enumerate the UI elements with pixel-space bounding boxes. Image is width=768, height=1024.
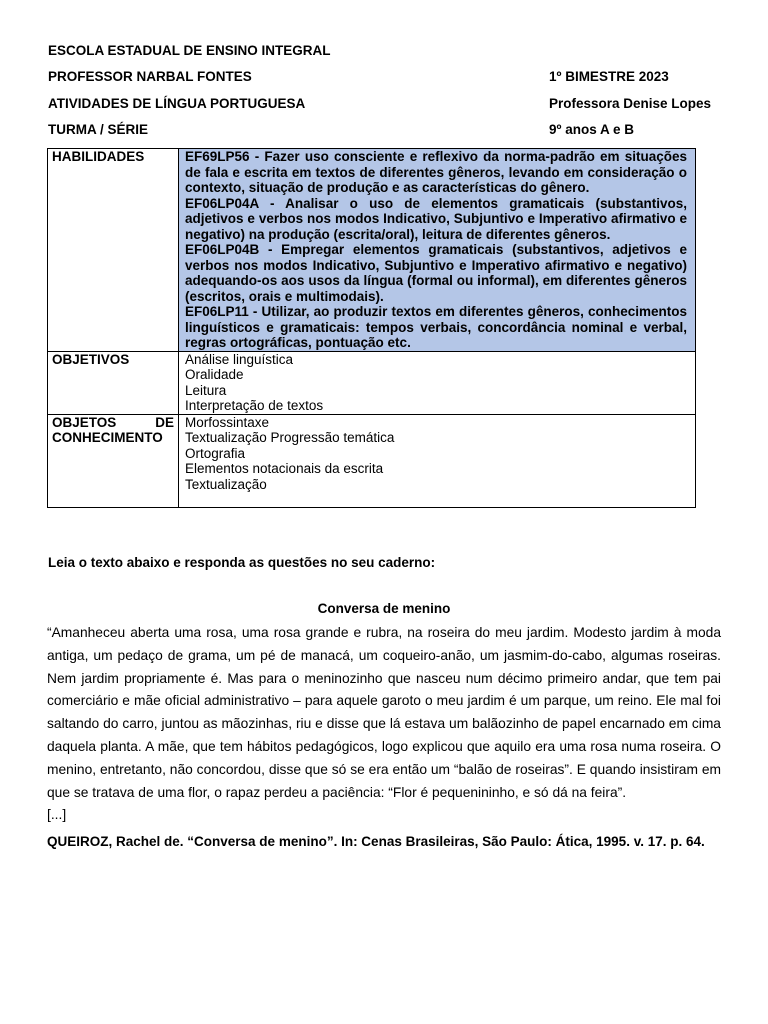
objective-item: Análise linguística <box>185 351 294 367</box>
habilidades-label: HABILIDADES <box>48 149 179 352</box>
knowledge-item: Textualização Progressão temática <box>185 430 395 445</box>
habilidades-row <box>48 149 696 352</box>
story-ellipsis: [...] <box>47 807 67 823</box>
class-label: TURMA / SÉRIE <box>48 122 149 137</box>
story-title: Conversa de menino <box>317 601 451 616</box>
knowledge-item: Textualização <box>185 476 267 492</box>
curriculum-table <box>47 148 696 508</box>
class-value: 9º anos A e B <box>549 122 634 137</box>
skill-item: EF69LP56 - Fazer uso consciente e reflexivo da norma-padrão em situações de fala e escrita em textos de diferentes gêneros, levando em consideração o contexto, situação de produção e as características do gênero. <box>185 149 687 195</box>
skill-item: EF06LP04A - Analisar o uso de elementos gramaticais (substantivos, adjetivos e verbos nos modos Indicativo, Subjuntivo e Imperativo afirmativo e negativo) na produção (escrita/oral), leitura de diferentes gêneros. <box>185 195 687 242</box>
objetos-label-word1: OBJETOS <box>52 414 117 430</box>
objective-item: Oralidade <box>185 367 244 382</box>
objetos-cell <box>179 414 696 507</box>
objective-item: Interpretação de textos <box>185 398 324 413</box>
objetos-label-word2: DE <box>155 414 174 430</box>
teacher-name: Professora Denise Lopes <box>549 96 712 111</box>
objetos-label-word3: CONHECIMENTO <box>52 430 163 445</box>
objetos-label <box>48 414 179 507</box>
citation: QUEIROZ, Rachel de. “Conversa de menino”. In: Cenas Brasileiras, São Paulo: Ática, 1995. v. 17. p. 64. <box>47 834 705 849</box>
subject-title: ATIVIDADES DE LÍNGUA PORTUGUESA <box>48 96 306 111</box>
objetivos-row <box>48 351 696 414</box>
objective-item: Leitura <box>185 382 227 398</box>
story-text: “Amanheceu aberta uma rosa, uma rosa grande e rubra, na roseira do meu jardim. Modesto jardim à moda antiga, um pedaço de grama, um pé de manacá, um coqueiro-anão, um jasmim-do-cabo, algumas roseiras. Nem jardim propriamente é. Mas para o meninozinho que nasceu num décimo primeiro andar, que tem pai comerciário e mãe oficial administrativo – para aquele garoto o meu jardim é um parque, um reino. Ele mal foi saltando do carro, juntou as mãozinhas, riu e disse que lá estava um balãozinho de papel encarnado em cima daquela planta. A mãe, que tem hábitos pedagógicos, logo explicou que aquilo era uma rosa numa roseira. O menino, entretanto, não concordou, disse que só se era então um “balão de roseiras”. E quando insistiram em que se tratava de uma flor, o rapaz perdeu a paciência: “Flor é pequenininho, e só dá na feira”. <box>47 625 721 800</box>
story-body <box>47 622 721 827</box>
school-name: ESCOLA ESTADUAL DE ENSINO INTEGRAL <box>48 43 331 58</box>
knowledge-item: Morfossintaxe <box>185 414 270 430</box>
objetivos-label: OBJETIVOS <box>48 351 179 414</box>
objetos-row <box>48 414 696 507</box>
objetivos-cell <box>179 351 696 414</box>
professor-name: PROFESSOR NARBAL FONTES <box>48 69 252 84</box>
skill-item: EF06LP11 - Utilizar, ao produzir textos em diferentes gêneros, conhecimentos linguísticos e gramaticais: tempos verbais, concordância nominal e verbal, regras ortográficas, pontuação etc. <box>185 304 687 350</box>
knowledge-item: Ortografia <box>185 445 246 461</box>
knowledge-item: Elementos notacionais da escrita <box>185 461 384 476</box>
skill-item: EF06LP04B - Empregar elementos gramaticais (substantivos, adjetivos e verbos nos modos Indicativo, Subjuntivo e Imperativo afirmativo e negativo) adequando-os aos usos da língua (formal ou informal), em diferentes gêneros (escritos, orais e multimodais). <box>185 242 687 304</box>
instruction-text: Leia o texto abaixo e responda as questões no seu caderno: <box>48 555 436 570</box>
habilidades-cell <box>179 149 696 352</box>
bimester: 1º BIMESTRE 2023 <box>549 69 669 84</box>
